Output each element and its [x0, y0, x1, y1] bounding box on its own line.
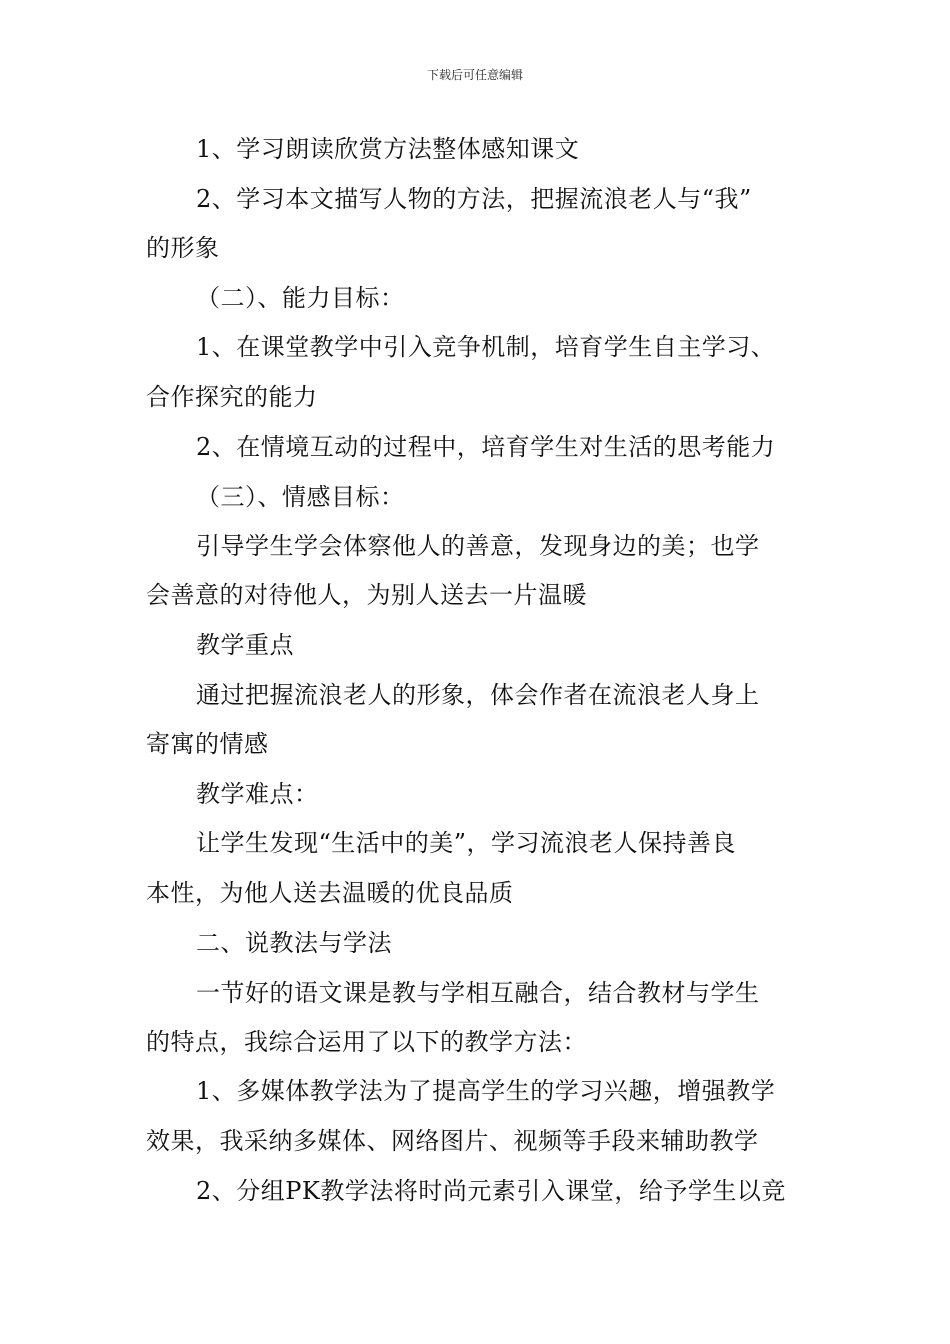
text-line-20: 1、多媒体教学法为了提高学生的学习兴趣，增强教学 — [196, 1077, 776, 1105]
text-line-9: 引导学生学会体察他人的善意，发现身边的美；也学 — [196, 532, 760, 560]
text-line-18: 一节好的语文课是教与学相互融合，结合教材与学生 — [196, 979, 760, 1007]
text-line-2: 2、学习本文描写人物的方法，把握流浪老人与“我” — [196, 185, 752, 213]
text-line-1: 1、学习朗读欣赏方法整体感知课文 — [196, 135, 580, 163]
text-line-11: 教学重点 — [196, 631, 294, 659]
text-line-16: 本性，为他人送去温暖的优良品质 — [146, 879, 514, 907]
text-line-12: 通过把握流浪老人的形象，体会作者在流浪老人身上 — [196, 681, 760, 709]
text-line-19: 的特点，我综合运用了以下的教学方法： — [146, 1028, 587, 1056]
text-line-13: 寄寓的情感 — [146, 730, 269, 758]
text-line-21: 效果，我采纳多媒体、网络图片、视频等手段来辅助教学 — [146, 1127, 759, 1155]
page-header: 下载后可任意编辑 — [426, 68, 523, 82]
text-line-22: 2、分组PK教学法将时尚元素引入课堂，给予学生以竞 — [196, 1177, 786, 1205]
text-line-4: （二）、能力目标： — [196, 284, 405, 312]
text-line-17: 二、说教法与学法 — [196, 929, 392, 957]
text-line-8: （三）、情感目标： — [196, 483, 405, 511]
text-line-5: 1、在课堂教学中引入竞争机制，培育学生自主学习、 — [196, 333, 776, 361]
text-line-15: 让学生发现“生活中的美”，学习流浪老人保持善良 — [196, 829, 737, 857]
text-line-3: 的形象 — [146, 234, 220, 262]
text-line-10: 会善意的对待他人，为别人送去一片温暖 — [146, 581, 587, 609]
text-line-6: 合作探究的能力 — [146, 383, 318, 411]
text-line-14: 教学难点： — [196, 780, 319, 808]
text-line-7: 2、在情境互动的过程中，培育学生对生活的思考能力 — [196, 433, 776, 461]
